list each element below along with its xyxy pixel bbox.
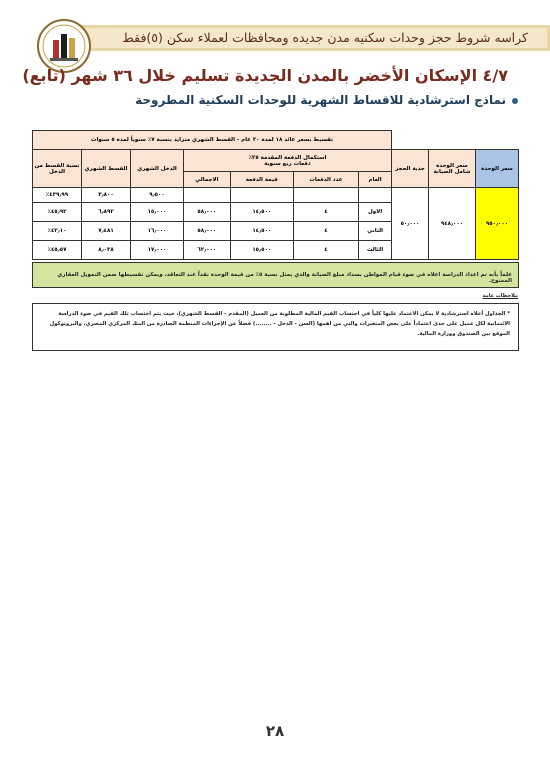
- cell-total: ٦٢٫٠٠٠: [184, 241, 231, 260]
- cell-num-payments: ٤: [293, 203, 358, 222]
- section-title: ٤/٧ الإسكان الأخضر بالمدن الجديدة تسليم خلال ٣٦ شهر (تابع): [22, 66, 508, 85]
- header-monthly-installment: القسط الشهري: [82, 150, 131, 188]
- cell-total: ٥٨٫٠٠٠: [184, 222, 231, 241]
- header-year: العام: [359, 172, 392, 188]
- cell-monthly-income: ١٥٫٠٠٠: [131, 203, 184, 222]
- header-unit-price: سعر الوحدة: [476, 150, 519, 188]
- cell-monthly-income: ١٧٫٠٠٠: [131, 241, 184, 260]
- cell-top-monthly-income: ٩٫٥٠٠: [131, 188, 184, 203]
- header-total: الاجمالي: [184, 172, 231, 188]
- header-annual-installments-label: دفعات ربع سنوية: [264, 160, 311, 167]
- general-notes-label: ملاحظات عامة: [482, 293, 518, 299]
- cell-total: ٥٨٫٠٠٠: [184, 203, 231, 222]
- cell-monthly-installment: ٦٫٨٩٢: [82, 203, 131, 222]
- cell-installment-ratio: ٤٥٫٩٢٪: [33, 203, 82, 222]
- cell-num-payments: ٤: [293, 222, 358, 241]
- header-monthly-income: الدخل الشهري: [131, 150, 184, 188]
- installments-table: [32, 130, 519, 260]
- cell-top-monthly-installment: ٣٫٨٠٠: [82, 188, 131, 203]
- cell-top-installment-ratio: ٤٣٩٫٩٩٪: [33, 188, 82, 203]
- cell-year: الاول: [359, 203, 392, 222]
- header-booking-deposit: جدية الحجز: [392, 150, 429, 188]
- cell-payment-value: ١٥٫٥٠٠: [230, 241, 293, 260]
- bullet-dot-icon: [512, 98, 518, 104]
- cell-monthly-installment: ٨٫٠٣٨: [82, 241, 131, 260]
- header-unit-price-utilities: سعر الوحدة شامل الصيانة: [429, 150, 476, 188]
- cell-payment-value: ١٤٫٥٠٠: [230, 222, 293, 241]
- cell-year: الثاني: [359, 222, 392, 241]
- cell-payment-value: ١٤٫٥٠٠: [230, 203, 293, 222]
- document-header-title: كراسه شروط حجز وحدات سكنيه مدن جديده ومحافظات لعملاء سكن (٥)فقط: [122, 30, 528, 45]
- bullet-heading-text: نماذج استرشادية للاقساط الشهرية للوحدات السكنية المطروحة: [135, 93, 506, 107]
- header-installment-ratio: نسبة القسط من الدخل: [33, 150, 82, 188]
- bullet-heading: [135, 93, 518, 107]
- installments-table-wrap: [32, 130, 519, 260]
- table-caption: تقسيط بسعر عائد ١٨ لمدة ٢٠ عام - القسط الشهري متزايد بنسبة ٧٪ سنوياً لمدة ٥ سنوات: [33, 131, 392, 150]
- cell-booking-deposit: ٥٠٫٠٠٠: [392, 188, 429, 260]
- cell-num-payments: ٤: [293, 241, 358, 260]
- cell-unit-price: ٩٥٠٫٠٠٠: [476, 188, 519, 260]
- header-down-payment-label: استكمال الدفعة المقدمة ٢٥٪: [248, 154, 327, 161]
- cell-year: الثالث: [359, 241, 392, 260]
- page-number: ٢٨: [265, 722, 285, 740]
- general-notes-body: * الجداول أعلاه استرشادية لا يمكن الاعتماد عليها كلياً في احتساب القيم المالية المطلوبة من العميل (المقدم - القسط الشهري)، حيث يتم احتساب تلك القيم في ضوء الدراسة الائتمانية لكل عميل على حدى اعتماداً على بعض المتغيرات والتي من اهمها (السن - الدخل - ........) فضلاً عن الإجراءات المنظمة الصادرة من البنك المركزي المصري، والبروتوكول الموقع بين الصندوق ووزارة المالية.: [32, 303, 519, 351]
- cell-monthly-income: ١٦٫٠٠٠: [131, 222, 184, 241]
- header-down-payment: [184, 150, 392, 172]
- cell-installment-ratio: ٤٣٫١٠٪: [33, 222, 82, 241]
- header-payment-value: قيمة الدفعة: [230, 172, 293, 188]
- cell-installment-ratio: ٤٥٫٥٧٪: [33, 241, 82, 260]
- maintenance-note: علماً بأنه تم اعداد الدراسة اعلاه في ضوء قيام المواطن بسداد مبلغ الصيانة والذي يمثل نسبة ٥٪ من قيمة الوحدة نقداً عند التعاقد، ويمكن تقسيطها ضمن التمويل العقاري الممنوح.: [32, 262, 519, 288]
- header-num-payments: عدد الدفعات: [293, 172, 358, 188]
- cell-unit-price-utilities: ٩٤٨٫٠٠٠: [429, 188, 476, 260]
- cell-monthly-installment: ٧٫٤٨١: [82, 222, 131, 241]
